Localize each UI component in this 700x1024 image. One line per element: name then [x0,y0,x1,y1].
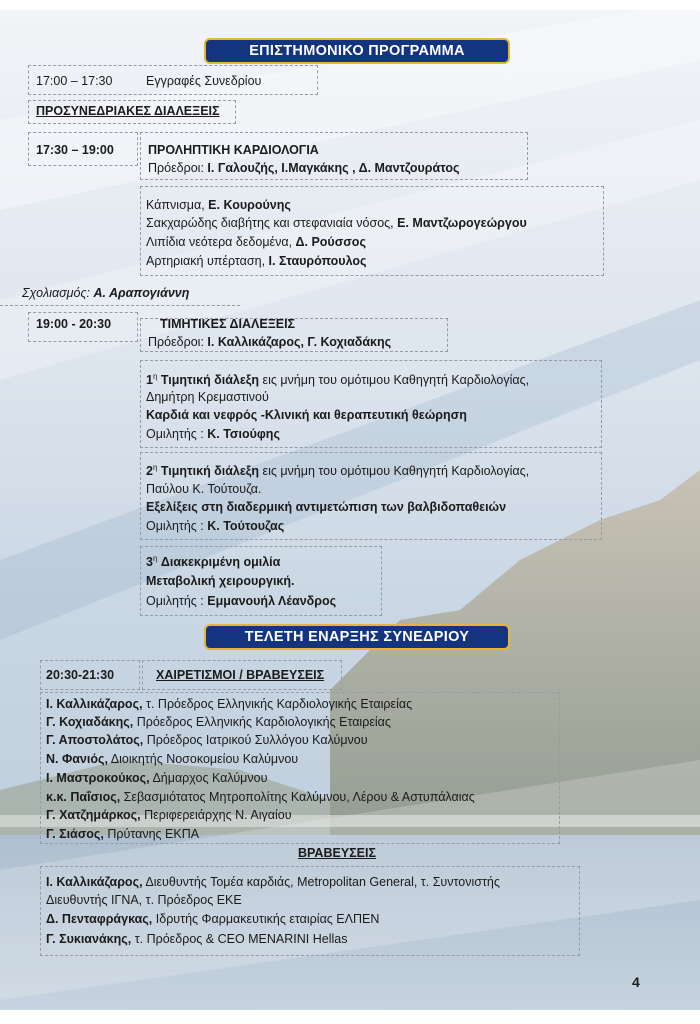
talk-topic: Λιπίδια νεότερα δεδομένα, [146,235,293,249]
talk-speaker: Ε. Μαντζωρογεώργου [397,216,527,230]
lecture1-title: Καρδιά και νεφρός -Κλινική και θεραπευτική θεώρηση [146,408,467,422]
lecture3-title: Μεταβολική χειρουργική. [146,574,295,588]
greeting-name: Ι. Καλλικάζαρος, [46,697,143,711]
program-banner-text: ΕΠΙΣΤΗΜΟΝΙΚΟ ΠΡΟΓΡΑΜΜΑ [249,43,465,59]
lecture2-bold: Τιμητική διάλεξη [160,464,260,478]
lecture2-speaker-label: Ομιλητής : [146,519,204,533]
lecture3-num: 3 [146,555,153,569]
greeting-row [46,751,298,768]
greeting-role: Δήμαρχος Καλύμνου [152,771,268,785]
talk-speaker: Δ. Ρούσσος [295,235,366,249]
greeting-name: Γ. Χατζημάρκος, [46,808,141,822]
greeting-row [46,714,391,731]
talk-topic: Σακχαρώδης διαβήτης και στεφανιαία νόσος, [146,216,394,230]
greeting-row [46,770,267,787]
talk-row [146,215,527,232]
award-role: τ. Πρόεδρος & CEO MENARINI Hellas [134,932,348,946]
greeting-row [46,807,292,824]
greeting-row [46,732,368,749]
greeting-name: Γ. Σιάσος, [46,827,104,841]
greeting-role: Σεβασμιότατος Μητροπολίτης Καλύμνου, Λέρου & Αστυπάλαιας [123,790,475,804]
lecture1-speaker-row [146,426,280,443]
greetings-title: ΧΑΙΡΕΤΙΣΜΟΙ / ΒΡΑΒΕΥΣΕΙΣ [156,668,325,682]
honorary-chairs: Ι. Καλλικάζαρος, Γ. Κοχιαδάκης [207,335,392,349]
commentary-line [0,305,240,306]
greeting-name: Ι. Μαστροκούκος, [46,771,150,785]
greeting-row [46,696,412,713]
lecture2-speaker: Κ. Τούτουζας [207,519,285,533]
opening-banner-text: ΤΕΛΕΤΗ ΕΝΑΡΞΗΣ ΣΥΝΕΔΡΙΟΥ [244,629,470,645]
lecture3-line1 [146,554,280,571]
honorary-chairs-label: Πρόεδροι: [148,335,204,349]
commentary-name: Α. Αραπογιάννη [93,286,190,300]
lecture1-bold: Τιμητική διάλεξη [160,373,260,387]
opening-banner [204,624,510,650]
prevention-chairs-row [148,160,460,177]
lecture1-sup: η [152,371,158,381]
award-name: Γ. Συκιανάκης, [46,932,132,946]
greeting-role: Πρόεδρος Ιατρικού Συλλόγου Καλύμνου [146,733,368,747]
awards-heading: ΒΡΑΒΕΥΣΕΙΣ [298,846,376,860]
registration-time: 17:00 – 17:30 [36,74,113,88]
prevention-title: ΠΡΟΛΗΠΤΙΚΗ ΚΑΡΔΙΟΛΟΓΙΑ [148,143,319,157]
award-role: Διευθυντής Τομέα καρδιάς, Metropolitan General, τ. Συντονιστής [145,875,500,889]
prevention-chairs-label: Πρόεδροι: [148,161,204,175]
lecture2-line2: Παύλου Κ. Τούτουζα. [146,482,262,496]
award-role: Ιδρυτής Φαρμακευτικής εταιρίας ΕΛΠΕΝ [155,912,380,926]
lecture3-sup: η [152,553,158,563]
talk-topic: Αρτηριακή υπέρταση, [146,254,266,268]
lecture2-num: 2 [146,464,153,478]
award-row [46,911,379,928]
lecture1-speaker-label: Ομιλητής : [146,427,204,441]
lecture2-sup: η [152,462,158,472]
lecture1-num: 1 [146,373,153,387]
lecture1-speaker: Κ. Τσιούφης [207,427,280,441]
lecture2-rest: εις μνήμη του ομότιμου Καθηγητή Καρδιολογίας, [262,464,530,478]
prevention-chairs: Ι. Γαλουζής, Ι.Μαγκάκης , Δ. Μαντζουράτος [207,161,460,175]
honorary-chairs-row [148,334,391,351]
honorary-time: 19:00 - 20:30 [36,317,112,331]
greeting-role: Διοικητής Νοσοκομείου Καλύμνου [110,752,299,766]
pre-lectures-heading: ΠΡΟΣΥΝΕΔΡΙΑΚΕΣ ΔΙΑΛΕΞΕΙΣ [36,104,220,118]
page-number: 4 [632,974,640,990]
talk-topic: Κάπνισμα, [146,198,205,212]
greeting-name: Ν. Φανιός, [46,752,108,766]
lecture2-title: Εξελίξεις στη διαδερμική αντιμετώπιση των βαλβιδοπαθειών [146,500,507,514]
greeting-role: Πρύτανης ΕΚΠΑ [107,827,200,841]
prevention-time: 17:30 – 19:00 [36,143,114,157]
award-name: Ι. Καλλικάζαρος, [46,875,143,889]
talk-row [146,234,366,251]
program-banner [204,38,510,64]
award-row [46,931,347,948]
greeting-name: κ.κ. Παΐσιος, [46,790,121,804]
greeting-name: Γ. Αποστολάτος, [46,733,144,747]
talk-speaker: Ι. Σταυρόπουλος [268,254,367,268]
registration-label: Εγγραφές Συνεδρίου [146,74,262,88]
greeting-role: τ. Πρόεδρος Ελληνικής Καρδιολογικής Εταιρείας [146,697,413,711]
greeting-role: Πρόεδρος Ελληνικής Καρδιολογικής Εταιρείας [136,715,391,729]
greetings-time: 20:30-21:30 [46,668,115,682]
talk-row [146,197,291,214]
talk-speaker: Ε. Κουρούνης [208,198,291,212]
lecture3-speaker-row [146,593,336,610]
commentary-label: Σχολιασμός: [22,286,91,300]
lecture1-rest: εις μνήμη του ομότιμου Καθηγητή Καρδιολογίας, [262,373,530,387]
lecture2-line1 [146,463,529,480]
talk-row [146,253,367,270]
greeting-row [46,789,475,806]
honorary-title: ΤΙΜΗΤΙΚΕΣ ΔΙΑΛΕΞΕΙΣ [160,317,296,331]
greeting-name: Γ. Κοχιαδάκης, [46,715,134,729]
lecture3-speaker: Εμμανουήλ Λέανδρος [207,594,337,608]
lecture3-bold: Διακεκριμένη ομιλία [160,555,281,569]
lecture1-line1 [146,372,529,389]
lecture3-speaker-label: Ομιλητής : [146,594,204,608]
greeting-role: Περιφερειάρχης Ν. Αιγαίου [144,808,292,822]
greeting-row [46,826,199,843]
lecture1-line2: Δημήτρη Κρεμαστινού [146,390,269,404]
award-role-continued: Διευθυντής ΙΓΝΑ, τ. Πρόεδρος ΕΚΕ [46,893,242,907]
lecture2-speaker-row [146,518,284,535]
award-row [46,874,500,891]
award-name: Δ. Πενταφράγκας, [46,912,153,926]
commentary-row [22,285,189,302]
